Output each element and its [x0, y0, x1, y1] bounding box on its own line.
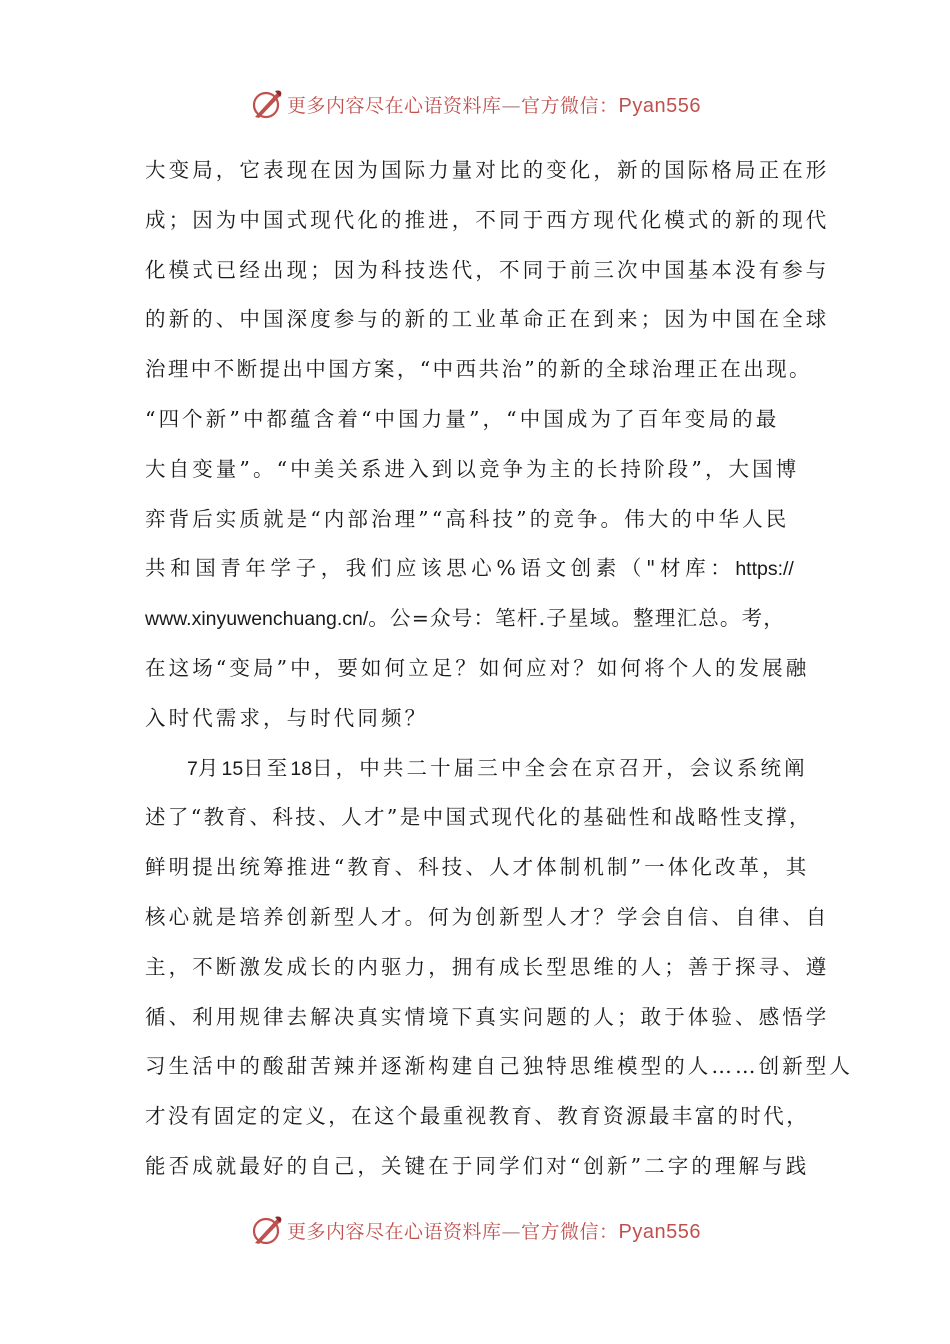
header-banner-text: 更多内容尽在心语资料库—官方微信：Pyan556	[287, 94, 701, 117]
text-line: 成；因为中国式现代化的推进，不同于西方现代化模式的新的现代	[145, 207, 830, 232]
text-line: 化模式已经出现；因为科技迭代，不同于前三次中国基本没有参与	[145, 257, 830, 282]
text-line: 才没有固定的定义，在这个最重视教育、教育资源最丰富的时代，	[145, 1104, 810, 1129]
footer-banner-text: 更多内容尽在心语资料库—官方微信：Pyan556	[287, 1220, 701, 1243]
text-line: 述了“教育、科技、人才”是中国式现代化的基础性和战略性支撑，	[145, 805, 812, 830]
url-fragment: https://	[735, 558, 794, 581]
document-body	[145, 146, 854, 1192]
text-line: 大变局，它表现在因为国际力量对比的变化，新的国际格局正在形	[145, 158, 830, 182]
url-fragment: www.xinyuwenchuang.cn/	[145, 608, 369, 631]
text-line: 大自变量”。“中美关系进入到以竞争为主的长持阶段”，大国博	[145, 456, 800, 481]
text-line: 入时代需求，与时代同频？	[145, 705, 429, 730]
quill-logo-icon	[249, 87, 283, 121]
text-line: 鲜明提出统筹推进“教育、科技、人才体制机制”一体化改革，其	[145, 855, 810, 880]
text-line: www.xinyuwenchuang.cn/。公=众号：笔杆.子星域。整理汇总。考，	[145, 606, 785, 631]
text-line: “四个新”中都蕴含着“中国力量”，“中国成为了百年变局的最	[145, 406, 780, 431]
text-line: 治理中不断提出中国方案，“中西共治”的新的全球治理正在出现。	[145, 357, 812, 382]
footer-banner	[0, 1210, 950, 1250]
quill-logo-icon	[249, 1213, 283, 1247]
paragraph-first-line: 7月15日至18日，中共二十届三中全会在京召开，会议系统阐	[187, 755, 808, 780]
text-line: 主，不断激发成长的内驱力，拥有成长型思维的人；善于探寻、遵	[145, 954, 830, 979]
text-line: 循、利用规律去解决真实情境下真实问题的人；敢于体验、感悟学	[145, 1004, 830, 1029]
text-line: 弈背后实质就是“内部治理”“高科技”的竞争。伟大的中华人民	[145, 506, 790, 531]
header-banner	[0, 84, 950, 124]
text-line: 在这场“变局”中，要如何立足？如何应对？如何将个人的发展融	[145, 655, 810, 680]
text-line: 习生活中的酸甜苦辣并逐渐构建自己独特思维模型的人……创新型人	[145, 1054, 854, 1079]
text-line: 的新的、中国深度参与的新的工业革命正在到来；因为中国在全球	[145, 307, 830, 332]
text-line: 核心就是培养创新型人才。何为创新型人才？学会自信、自律、自	[145, 904, 830, 929]
text-line: 能否成就最好的自己，关键在于同学们对“创新”二字的理解与践	[145, 1153, 810, 1178]
text-line: 共和国青年学子，我们应该思心%语文创素（"材库：https://	[145, 556, 794, 581]
